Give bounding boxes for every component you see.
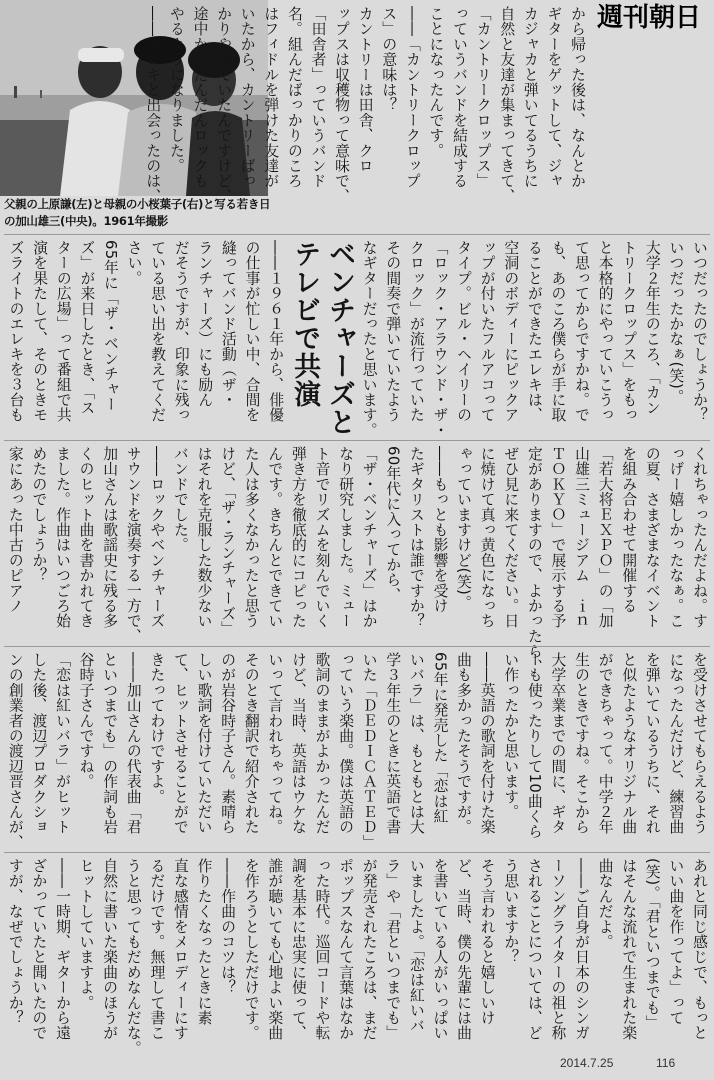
text-column: ――一時期、ギターから遠 [53,858,71,1041]
text-column: ーも使ったりして10曲くら [525,652,543,839]
text-column: 家にあった中古のピアノ [6,446,24,614]
text-column: ポップスなんて言葉はなか [337,858,355,1041]
text-column: カジャカと弾いてるうちに [521,6,539,189]
text-column: ――作曲のコツは？ [219,858,237,995]
text-column [0,652,2,848]
article-tier-5 [4,858,710,1056]
text-column: 作りたくなったときに素 [195,858,213,1026]
text-column: そう言われると嬉しいけ [478,858,496,1026]
section-heading: テレビで共演 [289,240,321,408]
text-column: を作ろうとしただけです。 [242,858,260,1041]
text-column: っていう楽曲。僕は英語の [337,652,355,835]
text-column: ギターをゲットして、ジャ [545,6,563,189]
text-column: が発売されたころは、まだ [360,858,378,1041]
text-column: ことになったんです。 [427,6,445,158]
text-column: 自然に書いた楽曲のほうが [101,858,119,1041]
text-column: を受けさせてもらえるよう [691,652,708,835]
text-column: ぜひ見に来てください。日 [502,446,520,629]
text-column: けど、当時、英語はウケな [289,652,307,835]
text-column: ――エレキと出会ったのは、 [144,6,162,204]
text-column: 途中からだんだんロックも [191,6,209,189]
photo-caption: 父親の上原謙(左)と母親の小桜葉子(右)と写る若き日の加山雄三(中央)。1961年撮影 [4,197,271,228]
text-column: った時代。巡回コードや転 [313,858,331,1041]
text-column: はそれを克服した数少ない [195,446,213,629]
tier-divider [4,646,710,647]
text-column: いた「ＤＥＤＩＣＡＴＥＤ」 [360,652,378,850]
text-column: 「ロック・アラウンド・ザ・ [431,240,449,438]
text-column: すが、なぜでしょうか？ [6,858,24,1026]
text-column: 「田舎者」っていうバンド [309,6,327,189]
text-column: 空洞のボディーにピックア [502,240,520,423]
text-column: いつだったかなぁ(笑)。 [667,240,685,405]
text-column: から帰った後は、なんとか [569,6,586,189]
text-column: いバラ」は、もともとは大 [407,652,425,835]
text-column: 山雄三ミュージアム ｉｎ [573,446,591,629]
text-column [0,858,2,1048]
tier-divider [4,234,710,235]
text-column: ス」の意味は？ [380,6,398,113]
text-column: 誰が聴いても心地よい楽曲 [266,858,284,1041]
text-column: なり研究しました。ミュー [337,446,355,629]
text-column: ップスは収穫物って意味で、 [333,6,351,204]
text-column: ――「カントリークロップ [403,6,421,189]
text-column: るだけです。無理して書こ [148,858,166,1041]
text-column: ――加山さんの代表曲「君 [124,652,142,835]
text-column: ることができたエレキは、 [525,240,543,423]
text-column: 調を基本に忠実に使って、 [289,858,307,1041]
text-column: ップが付いたフルアコって [478,240,496,423]
text-column: ンの創業者の渡辺晋さんが、 [6,652,24,850]
text-column: ――もっとも影響を受け [431,446,449,614]
text-column: ズ」が来日したとき、「ス [78,240,96,415]
text-column: その間奏で弾いていたよう [384,240,402,423]
text-column: 定がありますので、よかったら、 [525,446,543,674]
text-column: ランチャーズ）にも励ん [196,240,214,408]
text-column: 生のときですね。そこから [573,652,591,835]
text-column: されることについては、ど [525,858,543,1041]
tier-divider [4,440,710,441]
text-column: バンドでした。 [171,446,189,553]
text-column: のが岩谷時子さん。素晴ら [219,652,237,835]
text-column: 歌詞のままがよかったんだ [313,652,331,835]
text-column: た人は多くなかったと思う [242,446,260,629]
text-column: 60年代に入ってから、 [384,446,402,603]
text-column: ている思い出を教えてくだ [149,240,167,423]
text-column: を組み合わせて開催する [620,446,638,614]
text-column: っげー嬉しかったなぁ。こ [667,446,685,629]
article-tier-2 [4,240,710,436]
text-column: ざかっていたと聞いたので [30,858,48,1041]
text-column: たギタリストは誰ですか？ [407,446,425,629]
text-column: (笑)。「君といつまでも」 [643,858,661,1031]
text-column: 大学２年生のころ、「カン [643,240,661,415]
text-column: になったんだけど、練習曲 [667,652,685,835]
text-column: う思いますか？ [502,858,520,965]
text-column: ターの広場」って番組で共 [54,240,72,423]
text-column: くれちゃったんだよね。す [691,446,708,629]
text-column: ズライトのエレキを３台も [7,240,25,423]
text-column: けど、「ザ・ランチャーズ」 [219,446,237,637]
text-column: んです。きちんとできてい [266,446,284,629]
text-column: いって言われちゃってね。 [266,652,284,835]
text-column: はそんな流れで生まれた楽 [620,858,638,1041]
article-tier-1 [144,6,588,232]
text-column: タイプ。ビル・ヘイリーの [455,240,473,423]
text-column [0,446,2,642]
text-column: なギターだったと思います。 [360,240,378,438]
text-column: 谷時子さんですね。 [77,652,95,789]
text-column: サウンドを演奏する一方で、 [124,446,142,644]
text-column: いましたよ。「恋は紅いバ [407,858,425,1033]
text-column: 自然と友達が集まってきて、 [498,6,516,204]
text-column: した後、渡辺プロダクショ [30,652,48,835]
text-column: 演を果たして、そのときモ [31,240,49,423]
text-column: 「カントリークロップス」 [474,6,492,189]
text-column: て、ヒットさせることがで [171,652,189,835]
text-column: の仕事が忙しい中、合間を [243,240,261,423]
text-column: かりやっていたんですけど、 [215,6,233,204]
text-column: いつだったのでしょうか？ [691,240,708,423]
text-column: ました。作曲はいつごろ始 [53,446,71,629]
text-column: に焼けて真っ黄色になっち [478,446,496,629]
text-column: を書いている人がいっぱい [431,858,449,1041]
text-column: くのヒット曲を書かれてき [77,446,95,629]
text-column: ＴＯＫＹＯ」で展示する予 [549,446,567,629]
tier-divider [4,852,710,853]
text-column: といつまでも」の作詞も岩 [101,652,119,835]
text-column: ――ご自身が日本のシンガ [573,858,591,1041]
text-column: やるようになりました。 [167,6,185,174]
text-column: だそうですが、印象に残っ [172,240,190,423]
text-column: ――１９６１年から、俳優 [267,240,285,423]
issue-date: 2014.7.25 [560,1056,614,1070]
text-column: クロック」が流行っていた [407,240,425,423]
text-column: て思ってからですかね。で [573,240,591,423]
text-column: ゃっていますけど(笑)。 [455,446,473,611]
text-column: さい。 [125,240,143,286]
text-column: 「若大将ＥＸＰＯ」の「加 [596,446,614,629]
text-column: 大学卒業までの間に、ギタ [549,652,567,835]
text-column: 「ザ・ベンチャーズ」はか [360,446,378,629]
text-column: 弾き方を徹底的にコピった [289,446,307,629]
text-column: っていうバンドを結成する [451,6,469,189]
text-column: 学３年生のときに英語で書 [384,652,402,835]
text-column: ト音でリズムを刻んでいく [313,446,331,629]
text-column: い作ったかと思います。 [502,652,520,820]
text-column: はフィドルを弾けた友達が [262,6,280,189]
text-column: ど、当時、僕の先輩には曲 [455,858,473,1041]
text-column: いたから、カントリーばっ [238,6,256,189]
text-column: ができちゃって。中学２年 [596,652,614,835]
page-number: 116 [656,1056,676,1070]
text-column: トリークロップス」をもっ [620,240,638,423]
text-column: カントリーは田舎、クロ [356,6,374,174]
magazine-masthead: 週刊朝日 [596,3,701,33]
text-column: 曲も多かったそうですが。 [455,652,473,835]
text-column: きたってわけですよ。 [148,652,166,804]
text-column: 名。組んだばっかりのころ [285,6,303,189]
text-column: あれと同じ感じで、もっと [691,858,708,1041]
text-column: を弾いているうちに、それ [643,652,661,835]
text-column: ラ」や「君といつまでも」 [384,858,402,1041]
text-column: しい歌詞を付けていただい [195,652,213,835]
text-column: と似たようなオリジナル曲 [620,652,638,835]
text-column: めたのでしょうか？ [30,446,48,583]
text-column: 65年に発売した「恋は紅 [431,652,449,824]
text-column: いい曲を作ってよ」って [667,858,685,1026]
article-tier-3 [4,446,710,674]
section-heading: ベンチャーズと [324,240,356,436]
text-column: ーソングライターの祖と称 [549,858,567,1041]
text-column: 65年に「ザ・ベンチャー [101,240,119,412]
text-column: と本格的にやっていこうっ [596,240,614,423]
text-column: の夏、さまざまなイベント [643,446,661,629]
text-column: うと思ってもだめなんだな。 [124,858,142,1056]
text-column: ヒットしていますよ。 [77,858,95,1010]
text-column: 縫ってバンド活動（ザ・ [219,240,237,408]
article-tier-4 [4,652,710,848]
text-column: 加山さんは歌謡史に残る多 [101,446,119,629]
text-column: も、あのころ僕らが手に取 [549,240,567,423]
text-column: ――ロックやベンチャーズ [148,446,166,629]
text-column: そのとき翻訳で紹介された [242,652,260,835]
text-column: 曲なんだよ。 [596,858,614,950]
text-column: 直な感情をメロディーにす [171,858,189,1041]
text-column: 「恋は紅いバラ」がヒット [53,652,71,835]
text-column: ――英語の歌詞を付けた楽 [478,652,496,835]
